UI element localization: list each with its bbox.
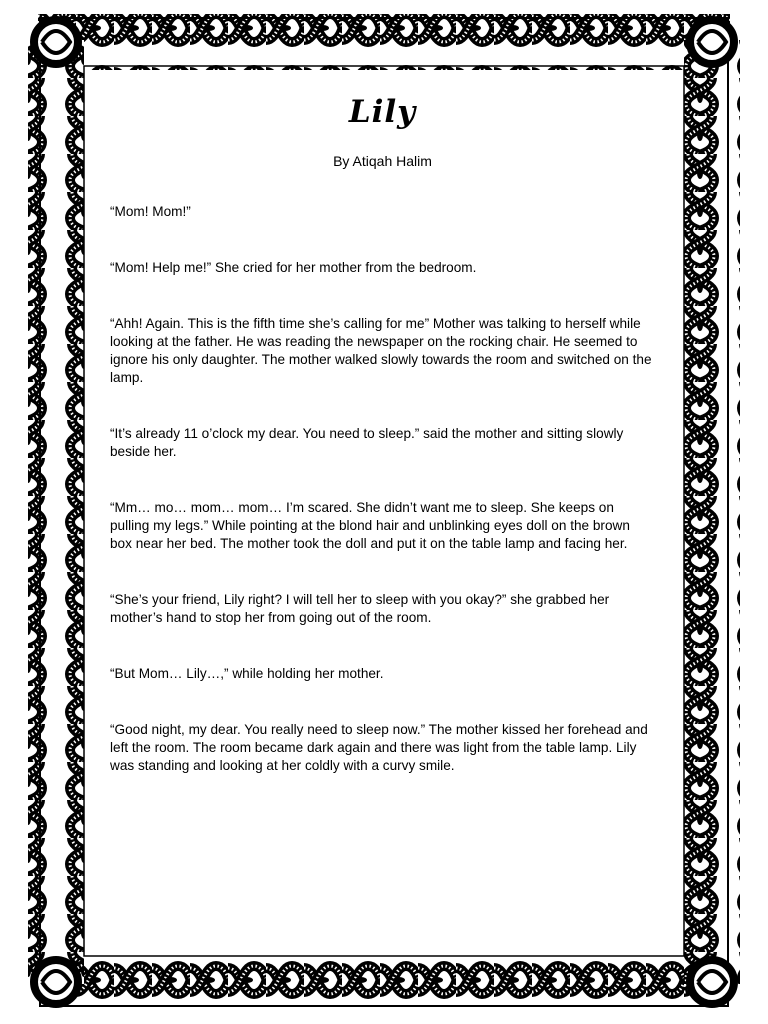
story-paragraph: “She’s your friend, Lily right? I will tell her to sleep with you okay?” she grabbed her mother’s hand to stop her from going out of the room.: [110, 592, 610, 625]
story-paragraph: “Mm… mo… mom… mom… I’m scared. She didn’t want me to sleep. She keeps on pulling my legs.” While pointing at the blond hair and unblinking eyes doll on the brown box near her bed. The mother took the doll and put it on the table lamp and facing her.: [110, 500, 630, 551]
story-body: [110, 203, 655, 775]
story-paragraph: “Mom! Help me!” She cried for her mother from the bedroom.: [110, 260, 477, 275]
story-paragraph: “Good night, my dear. You really need to sleep now.” The mother kissed her forehead and left the room. The room became dark again and there was light from the table lamp. Lily was standing and looking at her coldly with a curvy smile.: [110, 722, 648, 773]
story-author: By Atiqah Halim: [333, 153, 432, 169]
story-paragraph: “Mom! Mom!”: [110, 204, 191, 219]
story-paragraph: “But Mom… Lily…,” while holding her mother.: [110, 666, 384, 681]
story-title: Lily: [348, 94, 417, 130]
story-paragraph: “It’s already 11 o’clock my dear. You need to sleep.” said the mother and sitting slowly beside her.: [110, 426, 624, 459]
story-paragraph: “Ahh! Again. This is the fifth time she’s calling for me” Mother was talking to herself while looking at the father. He was reading the newspaper on the rocking chair. He seemed to ignore his only daughter. The mother walked slowly towards the room and switched on the lamp.: [110, 316, 652, 385]
document-page: [110, 80, 655, 813]
